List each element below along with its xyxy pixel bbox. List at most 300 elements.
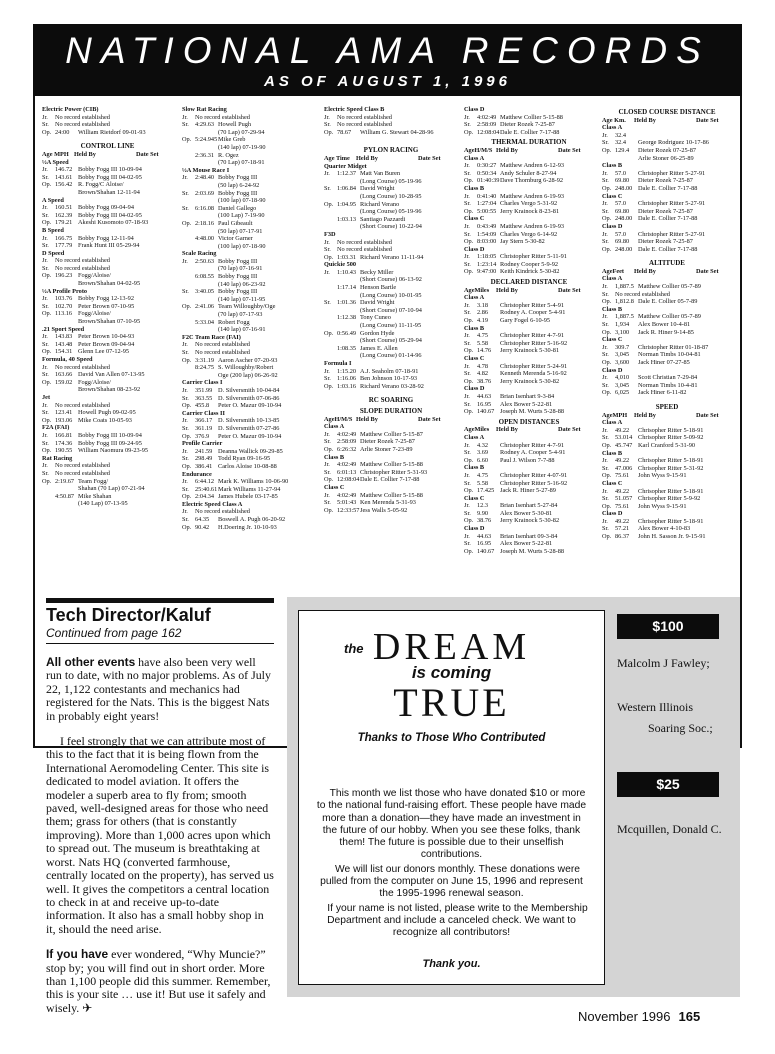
record-cell: Op. (464, 238, 474, 246)
record-row (182, 372, 318, 380)
record-cell: Jess Walls 5-05-92 (360, 506, 408, 514)
record-cell: Dave Thornburg 6-28-92 (500, 177, 564, 185)
dream-thank-you: Thank you. (422, 957, 481, 970)
record-cell (324, 276, 337, 284)
record-cell: 241.59 (195, 447, 213, 455)
column-header: Date Set (696, 411, 719, 419)
dream-word: DREAM (372, 626, 531, 668)
event-heading: B Speed (42, 226, 64, 234)
record-cell: Op. (324, 445, 334, 453)
record-cell: (140 lap) 07-11-95 (218, 295, 266, 303)
record-cell: Tony Cuneo (360, 314, 391, 322)
record-cell (324, 345, 337, 353)
record-cell (602, 155, 615, 163)
record-cell: Jr. (182, 174, 188, 182)
record-cell (324, 216, 337, 224)
record-cell: Matthew Collier 05-7-89 (638, 283, 701, 291)
record-cell: 177.79 (55, 242, 73, 250)
record-row (602, 427, 732, 435)
record-cell: D. Silversmith 07-06-86 (218, 394, 280, 402)
lead-in: All other events (46, 655, 136, 669)
record-cell (195, 281, 218, 289)
record-cell: 2:18.16 (195, 219, 215, 227)
record-cell: (100 lap) 07-18-90 (218, 197, 266, 205)
record-row (324, 121, 458, 129)
record-cell: David Van Allen 07-13-95 (78, 371, 145, 379)
record-row (42, 462, 173, 470)
record-cell: Sr. (602, 238, 609, 246)
record-row (182, 326, 318, 334)
record-cell: Akeshi Kusomoto 07-18-93 (78, 219, 149, 227)
record-row (464, 261, 594, 269)
record-cell: (70 lap) 07-16-91 (218, 265, 263, 273)
record-cell (638, 291, 732, 299)
record-row (602, 313, 732, 321)
record-cell: Aaron Ascher 07-20-93 (218, 356, 278, 364)
event-heading: Class C (464, 215, 485, 223)
record-cell: Jr. (602, 283, 608, 291)
record-cell: Jr. (324, 430, 330, 438)
article-paragraph (46, 948, 274, 1015)
record-row (464, 472, 594, 480)
record-cell: Dieter Rozek 7-25-87 (638, 207, 693, 215)
record-row (602, 382, 732, 390)
record-cell: Sr. (182, 516, 189, 524)
record-cell: (140 lap) 07-19-90 (218, 143, 266, 151)
record-cell: Ben Johnson 10-17-93 (360, 375, 418, 383)
record-cell: No record established (195, 113, 250, 121)
record-cell: 196.23 (55, 272, 73, 280)
record-row (42, 121, 173, 129)
records-banner (33, 24, 742, 96)
record-cell (55, 386, 78, 394)
record-cell: Sr. (602, 434, 609, 442)
record-cell (195, 228, 218, 236)
record-cell: 3,600 (615, 359, 630, 366)
record-cell: Richard Verano 11-11-94 (360, 253, 424, 261)
event-heading: Electric Power (CIB) (42, 106, 99, 113)
record-cell: 12:08:04 (477, 128, 500, 136)
record-cell: Sr. (464, 540, 471, 548)
record-cell (195, 182, 218, 190)
section-heading: PYLON RACING (363, 146, 419, 155)
record-cell: (Long Course) 10-28-95 (360, 192, 422, 200)
record-row (602, 298, 732, 306)
record-row (42, 219, 173, 227)
record-cell: Bobby Fogg III 04-02-95 (78, 211, 142, 219)
record-cell (615, 155, 638, 163)
record-cell: 3,045 (615, 351, 630, 359)
record-cell: Mark Williams 11-27-94 (218, 485, 281, 493)
record-row (602, 215, 732, 223)
record-cell (78, 257, 173, 265)
record-cell: 25:40.61 (195, 485, 218, 493)
record-cell (195, 144, 218, 152)
event-heading: Profile Carrier (182, 440, 223, 448)
record-row (42, 470, 173, 478)
record-cell: 17.425 (477, 487, 495, 495)
record-cell: Sr. (324, 121, 331, 129)
event-heading: Class D (602, 366, 623, 374)
record-cell: Matthew Andren 6-12-93 (500, 162, 565, 170)
record-cell: (Long Course) 11-11-95 (360, 322, 422, 330)
record-cell (337, 208, 360, 216)
record-cell: 154.31 (55, 348, 73, 356)
record-row (182, 258, 318, 266)
record-cell: Op. (42, 310, 52, 318)
record-row (464, 401, 594, 409)
record-cell: Alex Bower 5-30-81 (500, 509, 553, 517)
record-cell: 1:15.20 (337, 367, 357, 375)
record-cell: No record established (55, 469, 110, 477)
record-cell: 38.76 (477, 517, 492, 525)
record-cell: Sr. (42, 121, 49, 129)
record-row (464, 177, 594, 185)
record-cell: Jr. (464, 392, 470, 400)
record-cell: Op. (602, 184, 612, 192)
record-cell: 113.16 (55, 310, 73, 318)
record-row (602, 291, 732, 299)
record-cell: Dieter Rozek 7-25-87 (500, 121, 555, 129)
record-cell: 6:01:13 (337, 468, 357, 476)
record-row (464, 223, 594, 231)
record-row (464, 370, 594, 378)
record-cell (195, 159, 218, 167)
donation-tier-100: $100 (617, 614, 719, 639)
record-cell: 1,812.8 (615, 298, 634, 306)
section-heading: THERMAL DURATION (491, 138, 567, 147)
column-header: AgeH/M/S (324, 415, 353, 423)
record-row (464, 548, 594, 556)
record-cell: Dieter Rozek 7-25-87 (360, 438, 415, 446)
record-cell: Sr. (324, 246, 331, 254)
record-cell: Jr. (42, 363, 48, 371)
record-cell: 38.76 (477, 377, 492, 385)
record-cell: Matthew Andren 6-19-93 (500, 192, 565, 200)
record-cell: 1:04.95 (337, 200, 357, 208)
event-heading: .21 Sport Speed (42, 325, 85, 333)
record-row (602, 434, 732, 442)
column-headers (602, 117, 732, 125)
record-cell: Becky Miller (360, 268, 394, 276)
record-cell (182, 144, 195, 152)
record-cell: 49.22 (615, 426, 630, 434)
record-cell: Op. (464, 177, 474, 185)
record-row (464, 442, 594, 450)
record-cell: 0:41:40 (477, 192, 497, 200)
record-cell: 2:41.06 (195, 303, 215, 311)
record-cell (42, 485, 55, 493)
record-cell (182, 296, 195, 304)
record-row (324, 129, 458, 137)
record-row (42, 310, 173, 318)
record-cell: 44.63 (477, 392, 492, 400)
record-cell: Sr. (464, 449, 471, 457)
record-cell: 6:16.08 (195, 204, 215, 212)
record-cell: Team Fogg/ (78, 477, 109, 485)
record-cell: Jr. (464, 222, 470, 230)
record-cell: Chrisopher Ritter 5-18-91 (638, 426, 704, 434)
record-row (324, 178, 458, 186)
record-cell: Scott Christian 7-29-84 (638, 374, 698, 382)
event-heading: Class B (464, 184, 485, 192)
record-cell: Op. (42, 447, 52, 455)
record-cell: Norman Timbs 10-4-81 (638, 381, 698, 389)
record-row (324, 246, 458, 254)
record-cell: 140.67 (477, 408, 495, 416)
record-cell: Brown/Shahan 04-02-95 (78, 280, 141, 288)
record-cell: Matthew Collier 5-15-88 (360, 461, 423, 469)
record-cell: Bobby Fogg III 04-02-95 (78, 173, 142, 181)
record-cell: Sr. (182, 394, 189, 402)
record-cell: Op. (464, 408, 474, 416)
record-cell: Jr. (42, 462, 48, 470)
column-header: Date Set (696, 267, 719, 275)
record-cell: Dale E. Collier 7-17-88 (500, 128, 560, 136)
record-cell: Bobby Fogg III 09-24-95 (78, 439, 142, 447)
record-cell: Jr. (324, 461, 330, 469)
column-header: AgeH/M/S (464, 146, 493, 154)
record-cell: 190.55 (55, 447, 73, 455)
record-cell: Peter O. Mazur 09-10-94 (218, 432, 282, 440)
record-cell (182, 243, 195, 251)
record-row (464, 121, 594, 129)
donor-name: Mcquillen, Donald C. (617, 822, 722, 836)
record-cell: Jr. (182, 386, 188, 394)
record-cell: 16.95 (477, 400, 492, 408)
record-cell: Christopher Ritter 5-16-92 (500, 479, 568, 487)
record-cell: Charles Vergo 6-14-92 (500, 230, 558, 238)
record-cell: Sr. (42, 211, 49, 219)
record-cell: Alex Bower 10-4-81 (638, 321, 691, 329)
record-row (42, 189, 173, 197)
record-cell: Sr. (182, 485, 189, 493)
record-cell: Op. (42, 348, 52, 356)
records-subtitle: AS OF AUGUST 1, 1996 (264, 73, 511, 90)
section-heading: OPEN DISTANCES (498, 417, 560, 426)
record-cell: 16.95 (477, 540, 492, 548)
record-cell: Christopher Ritter 5-24-91 (500, 362, 568, 370)
section-heading: RC SOARING (368, 396, 414, 405)
record-row (464, 162, 594, 170)
record-row (42, 129, 173, 137)
record-row (602, 329, 732, 337)
record-cell: Jack R. Hiner 5-27-89 (500, 487, 556, 495)
record-cell: 1:03.13 (337, 215, 357, 223)
record-cell: Jr. (324, 113, 330, 121)
record-row (464, 540, 594, 548)
record-row (602, 533, 732, 541)
record-cell: 2:58:09 (477, 121, 497, 129)
record-cell (218, 508, 318, 516)
record-cell: 103.76 (55, 295, 73, 303)
record-row (602, 246, 732, 254)
record-cell: (Long Course) 05-19-96 (360, 208, 422, 216)
event-heading: Carrier Class I (182, 379, 223, 387)
event-heading: Class C (602, 336, 623, 344)
record-row (324, 476, 458, 484)
event-heading: Class C (602, 479, 623, 487)
record-cell: 4:48.00 (195, 235, 215, 243)
record-cell: 1:03.31 (337, 253, 357, 261)
record-cell: Peter Brown 09-04-94 (78, 340, 135, 348)
record-cell: Kenneth Merenda 5-16-92 (500, 370, 567, 378)
record-cell: 12.3 (477, 502, 489, 510)
record-cell: Op. (42, 219, 52, 227)
record-row (182, 349, 318, 357)
record-row (324, 216, 458, 224)
record-cell: Arlie Stoner 7-23-89 (360, 445, 413, 453)
record-cell: Alex Bower 5-22-81 (500, 400, 553, 408)
record-cell: No record established (195, 349, 250, 356)
record-row (602, 442, 732, 450)
record-row (324, 307, 458, 315)
record-cell: 8:03:00 (477, 238, 497, 246)
record-cell: Matthew Collier 05-7-89 (638, 313, 701, 321)
record-cell (182, 129, 195, 137)
record-cell: Brian Isenhart 09-3-84 (500, 532, 558, 540)
record-cell: 248.00 (615, 215, 633, 223)
record-row (324, 254, 458, 262)
record-row (182, 159, 318, 167)
record-cell: Op. (182, 432, 192, 440)
record-cell (195, 296, 218, 304)
record-cell: Peter Brown 10-04-93 (78, 333, 135, 341)
record-cell: Jr. (602, 426, 608, 434)
record-row (182, 288, 318, 296)
record-row (602, 231, 732, 239)
record-cell: 2:58:09 (337, 438, 357, 446)
record-cell (337, 337, 360, 345)
record-cell: Sr. (602, 525, 609, 533)
record-row (42, 318, 173, 326)
record-row (324, 208, 458, 216)
record-cell (324, 284, 337, 292)
record-row (42, 295, 173, 303)
column-headers (602, 412, 732, 420)
record-cell: Jr. (324, 238, 330, 246)
record-cell (195, 326, 218, 334)
record-cell: 386.41 (195, 462, 213, 470)
record-cell: No record established (55, 401, 110, 409)
event-heading: Scale Racing (182, 250, 217, 258)
record-cell (324, 223, 337, 231)
record-cell: (Short Course) 06-13-92 (360, 276, 422, 284)
record-cell: 1:17.14 (337, 284, 357, 292)
record-cell: Op. (182, 136, 192, 144)
event-heading: F2C Team Race (FAI) (182, 333, 241, 341)
column-header: Held By (634, 116, 656, 124)
record-cell: William Rietdorf 09-01-93 (78, 128, 146, 136)
record-cell: Dieter Rozek 7-25-87 (638, 177, 693, 185)
record-cell: Rodney A. Cooper 5-4-91 (500, 309, 566, 317)
record-cell: 1:54:09 (477, 230, 497, 238)
event-heading: Class A (324, 423, 345, 431)
event-heading: Class B (602, 305, 623, 313)
record-cell (182, 152, 195, 160)
record-cell: Sr. (182, 204, 189, 212)
record-cell (182, 281, 195, 289)
record-row (42, 174, 173, 182)
record-row (182, 265, 318, 273)
record-cell: Sr. (464, 230, 471, 238)
record-cell: Jack Hiner 07-27-85 (638, 359, 690, 366)
record-row (324, 499, 458, 507)
record-cell: Joseph M. Wurts 5-28-88 (500, 547, 564, 555)
record-row (464, 393, 594, 401)
record-cell: 1:01.36 (337, 299, 357, 307)
record-cell: Carlos Aloise 10-08-88 (218, 462, 277, 470)
record-cell: 4,010 (615, 374, 630, 382)
record-cell: Mike Coats 10-05-93 (78, 416, 132, 424)
spacer (42, 136, 173, 140)
record-row (324, 461, 458, 469)
record-cell (360, 121, 458, 129)
record-row (42, 280, 173, 288)
record-cell: 69.80 (615, 177, 630, 185)
record-cell: Op. (602, 245, 612, 253)
record-cell: (Short Course) 05-29-94 (360, 337, 422, 345)
record-cell (324, 322, 337, 330)
record-cell: Christopher Ritter 5-27-91 (638, 230, 706, 238)
record-cell: 51.057 (615, 495, 633, 503)
record-row (182, 152, 318, 160)
record-cell: 2:03.69 (195, 189, 215, 197)
record-cell: D. Silversmith 10-13-85 (218, 417, 280, 425)
record-cell: Sr. (464, 509, 471, 517)
record-cell: 5:33.04 (195, 318, 215, 326)
record-cell: Dale E. Collier 7-17-88 (360, 476, 420, 484)
record-cell: D. Silversmith 10-04-84 (218, 386, 280, 394)
record-cell: 298.49 (195, 455, 213, 463)
record-row (42, 333, 173, 341)
record-cell (55, 189, 78, 197)
record-row (602, 177, 732, 185)
record-cell: Jr. (182, 257, 188, 265)
record-row (602, 374, 732, 382)
record-cell: Dale E. Collier 05-7-89 (638, 298, 698, 306)
record-cell: Jr. (602, 517, 608, 525)
record-cell: Sr. (182, 424, 189, 432)
record-cell (78, 402, 173, 410)
record-cell: No record established (195, 341, 250, 349)
record-cell: Brown/Shahan 07-10-95 (78, 318, 141, 326)
record-cell: Glenn Lee 07-12-95 (78, 348, 130, 356)
record-row (182, 281, 318, 289)
event-heading: Class B (602, 449, 623, 457)
record-cell: Op. (464, 128, 474, 136)
column-header: Held By (356, 154, 378, 162)
record-cell: A.J. Seaholm 07-18-91 (360, 367, 419, 375)
record-row (42, 364, 173, 372)
record-cell: Jr. (42, 257, 48, 265)
record-row (324, 170, 458, 178)
record-cell: Sr. (324, 299, 331, 307)
record-cell: 376.9 (195, 432, 210, 440)
record-cell: Bobby Fogg III (218, 189, 258, 197)
record-cell: Fogg/Aloise/ (78, 272, 111, 280)
event-heading: Carrier Class II (182, 409, 225, 417)
record-cell: Op. (464, 317, 474, 325)
record-cell: Jr. (464, 332, 470, 340)
record-cell: 49.22 (615, 517, 630, 525)
record-cell: Sr. (42, 302, 49, 310)
record-cell: Brown/Shahan 12-11-94 (78, 188, 140, 196)
donor-name: Soaring Soc.; (648, 721, 713, 735)
record-cell: 14.76 (477, 347, 492, 355)
record-cell: 2:48.40 (195, 174, 215, 182)
column-header: Date Set (558, 286, 581, 294)
